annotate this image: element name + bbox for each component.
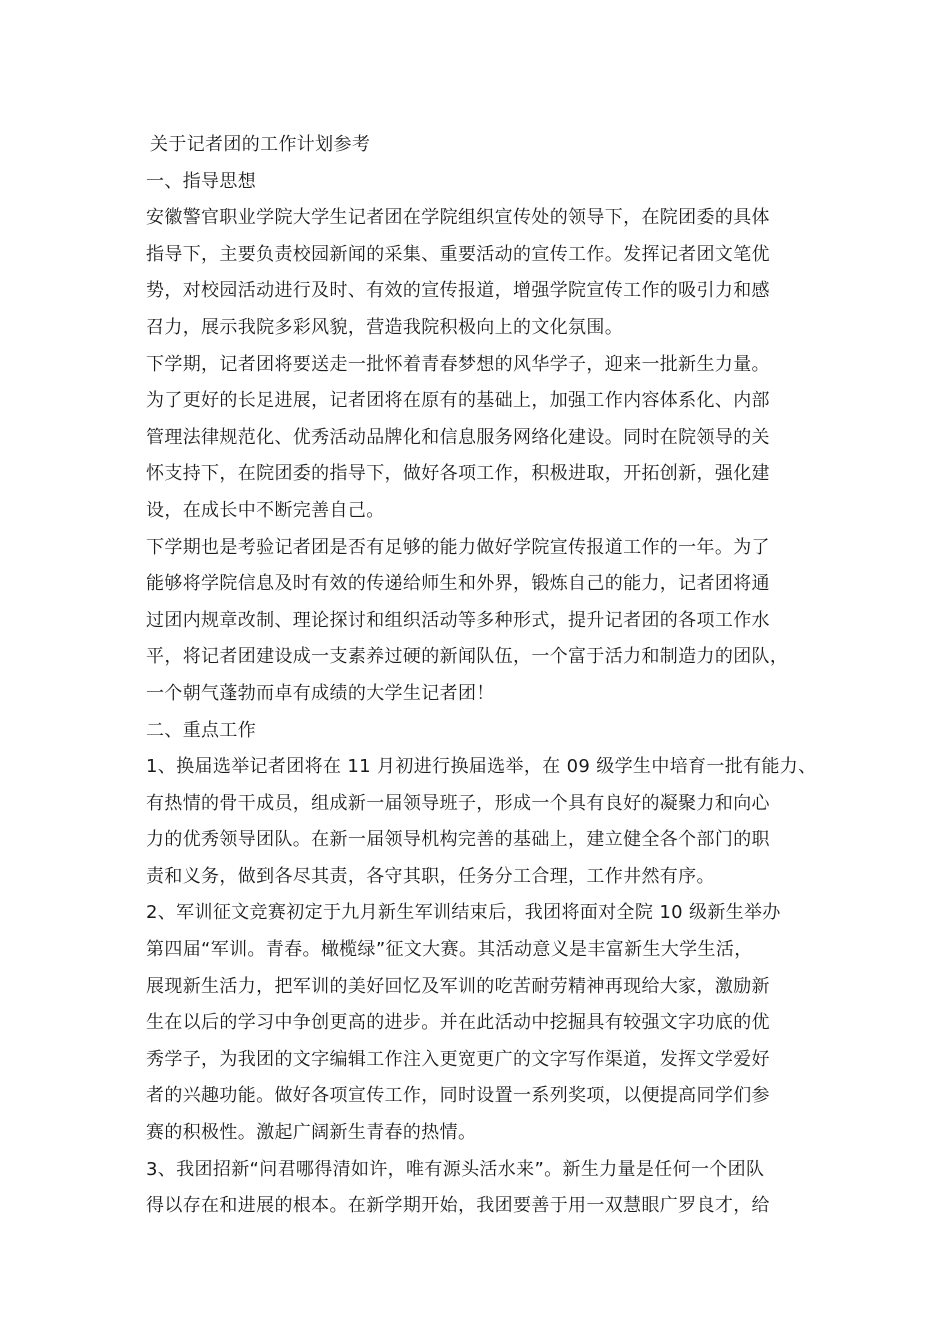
body-line: 势，对校园活动进行及时、有效的宣传报道，增强学院宣传工作的吸引力和感	[146, 280, 770, 302]
body-line: 责和义务，做到各尽其责，各守其职，任务分工合理，工作井然有序。	[146, 865, 715, 887]
section-heading-guiding-ideology: 一、指导思想	[146, 170, 257, 192]
body-line: 得以存在和进展的根本。在新学期开始，我团要善于用一双慧眼广罗良才，给	[146, 1195, 770, 1217]
body-line: 1、换届选举记者团将在 11 月初进行换届选举，在 09 级学生中培育一批有能力、	[146, 756, 817, 778]
body-line: 下学期，记者团将要送走一批怀着青春梦想的风华学子，迎来一批新生力量。	[146, 353, 770, 375]
body-line: 力的优秀领导团队。在新一届领导机构完善的基础上，建立健全各个部门的职	[146, 829, 770, 851]
body-line: 能够将学院信息及时有效的传递给师生和外界，锻炼自己的能力，记者团将通	[146, 573, 770, 595]
body-line: 秀学子，为我团的文字编辑工作注入更宽更广的文字写作渠道，发挥文学爱好	[146, 1048, 770, 1070]
body-line: 赛的积极性。激起广阔新生青春的热情。	[146, 1122, 477, 1144]
body-line: 指导下，主要负责校园新闻的采集、重要活动的宣传工作。发挥记者团文笔优	[146, 243, 770, 265]
section-heading-key-work: 二、重点工作	[146, 719, 257, 741]
body-line: 设，在成长中不断完善自己。	[146, 499, 385, 521]
body-line: 下学期也是考验记者团是否有足够的能力做好学院宣传报道工作的一年。为了	[146, 536, 770, 558]
document-title: 关于记者团的工作计划参考	[150, 134, 371, 155]
body-line: 召力，展示我院多彩风貌，营造我院积极向上的文化氛围。	[146, 316, 624, 338]
body-line: 展现新生活力，把军训的美好回忆及军训的吃苦耐劳精神再现给大家，激励新	[146, 975, 770, 997]
body-line: 第四届“军训。青春。橄榄绿”征文大赛。其活动意义是丰富新生大学生活，	[146, 939, 753, 961]
body-line: 有热情的骨干成员，组成新一届领导班子，形成一个具有良好的凝聚力和向心	[146, 792, 770, 814]
document-body	[146, 127, 816, 1225]
body-line: 平，将记者团建设成一支素养过硬的新闻队伍，一个富于活力和制造力的团队，	[146, 646, 789, 668]
body-line: 2、军训征文竞赛初定于九月新生军训结束后，我团将面对全院 10 级新生举办	[146, 902, 781, 924]
body-line: 管理法律规范化、优秀活动品牌化和信息服务网络化建设。同时在院领导的关	[146, 426, 770, 448]
body-line: 一个朝气蓬勃而卓有成绩的大学生记者团！	[146, 682, 495, 704]
body-line: 3、我团招新“问君哪得清如许，唯有源头活水来”。新生力量是任何一个团队	[146, 1158, 765, 1180]
body-line: 过团内规章改制、理论探讨和组织活动等多种形式，提升记者团的各项工作水	[146, 609, 770, 631]
body-line: 为了更好的长足进展，记者团将在原有的基础上，加强工作内容体系化、内部	[146, 390, 770, 412]
body-line: 安徽警官职业学院大学生记者团在学院组织宣传处的领导下，在院团委的具体	[146, 207, 770, 229]
body-line: 生在以后的学习中争创更高的进步。并在此活动中挖掘具有较强文字功底的优	[146, 1012, 770, 1034]
body-line: 者的兴趣功能。做好各项宣传工作，同时设置一系列奖项，以便提高同学们参	[146, 1085, 770, 1107]
body-line: 怀支持下，在院团委的指导下，做好各项工作，积极进取，开拓创新，强化建	[146, 463, 770, 485]
